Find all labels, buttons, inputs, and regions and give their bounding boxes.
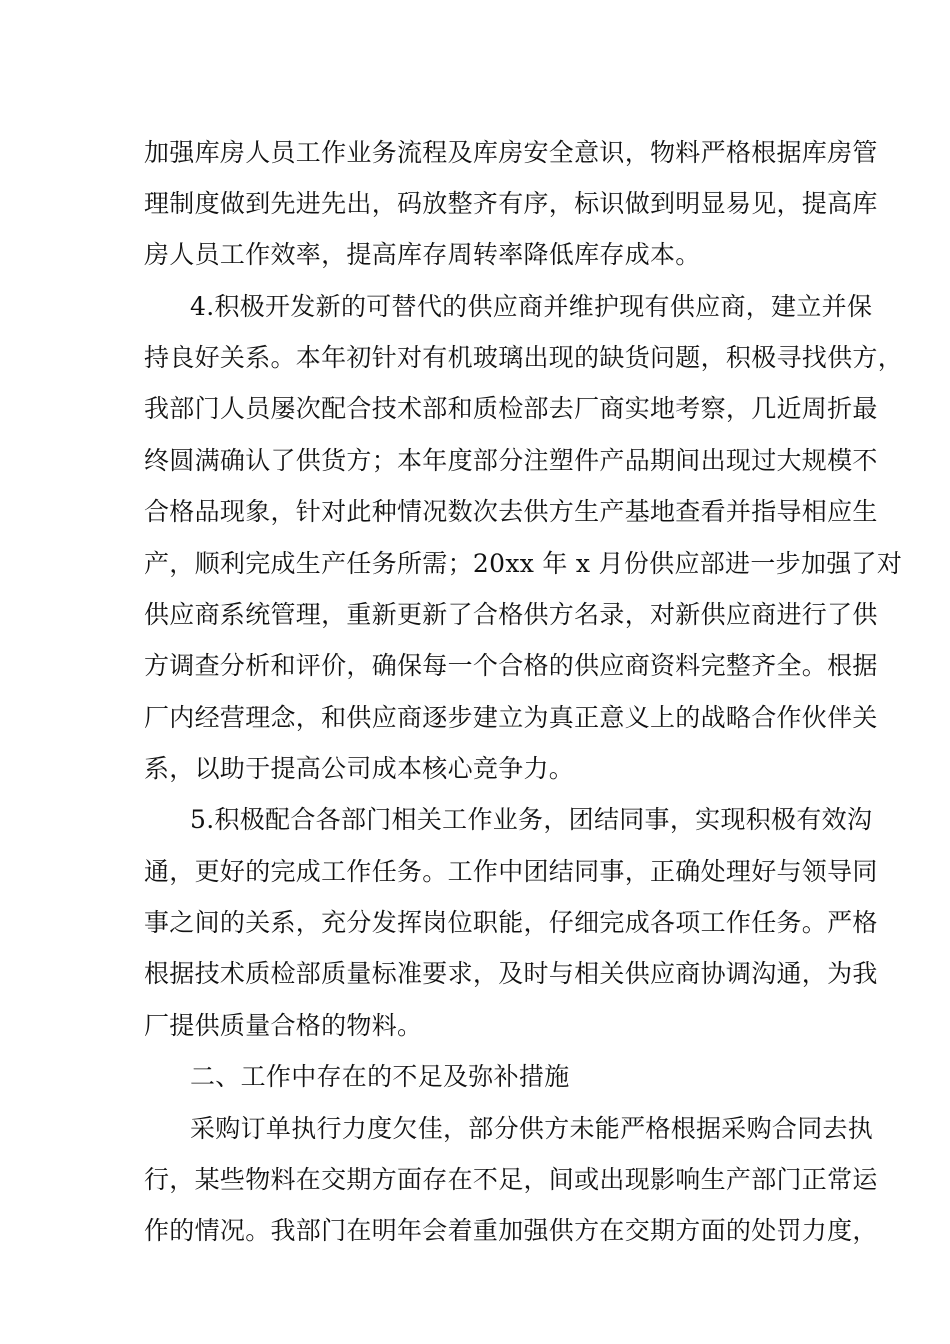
paragraph-start-line: 采购订单执行力度欠佳，部分供方未能严格根据采购合同去执 [190, 1114, 874, 1143]
text-line: 通，更好的完成工作任务。工作中团结同事，正确处理好与领导同 [144, 857, 878, 886]
text-line: 产，顺利完成生产任务所需；20xx 年 x 月份供应部进一步加强了对 [144, 549, 903, 578]
text-line: 方调查分析和评价，确保每一个合格的供应商资料完整齐全。根据 [144, 651, 878, 680]
paragraph-start-line: 5.积极配合各部门相关工作业务，团结同事，实现积极有效沟 [190, 805, 873, 834]
text-line: 根据技术质检部质量标准要求，及时与相关供应商协调沟通，为我 [144, 959, 878, 988]
text-line: 理制度做到先进先出，码放整齐有序，标识做到明显易见，提高库 [144, 189, 878, 218]
paragraph-start-line: 4.积极开发新的可替代的供应商并维护现有供应商，建立并保 [190, 292, 873, 321]
text-line: 供应商系统管理，重新更新了合格供方名录，对新供应商进行了供 [144, 600, 878, 629]
text-line: 厂内经营理念，和供应商逐步建立为真正意义上的战略合作伙伴关 [144, 703, 878, 732]
text-line: 行，某些物料在交期方面存在不足，间或出现影响生产部门正常运 [144, 1165, 878, 1194]
section-heading: 二、工作中存在的不足及弥补措施 [190, 1062, 570, 1091]
text-line: 我部门人员屡次配合技术部和质检部去厂商实地考察，几近周折最 [144, 394, 878, 423]
text-line: 终圆满确认了供货方；本年度部分注塑件产品期间出现过大规模不 [144, 446, 878, 475]
text-line: 房人员工作效率，提高库存周转率降低库存成本。 [144, 240, 701, 269]
text-line: 加强库房人员工作业务流程及库房安全意识，物料严格根据库房管 [144, 138, 878, 167]
text-line: 合格品现象，针对此种情况数次去供方生产基地查看并指导相应生 [144, 497, 878, 526]
text-line: 厂提供质量合格的物料。 [144, 1011, 423, 1040]
text-line: 事之间的关系，充分发挥岗位职能，仔细完成各项工作任务。严格 [144, 908, 878, 937]
text-line: 作的情况。我部门在明年会着重加强供方在交期方面的处罚力度， [144, 1216, 878, 1245]
text-line: 持良好关系。本年初针对有机玻璃出现的缺货问题，积极寻找供方， [144, 343, 904, 372]
text-line: 系，以助于提高公司成本核心竞争力。 [144, 754, 575, 783]
